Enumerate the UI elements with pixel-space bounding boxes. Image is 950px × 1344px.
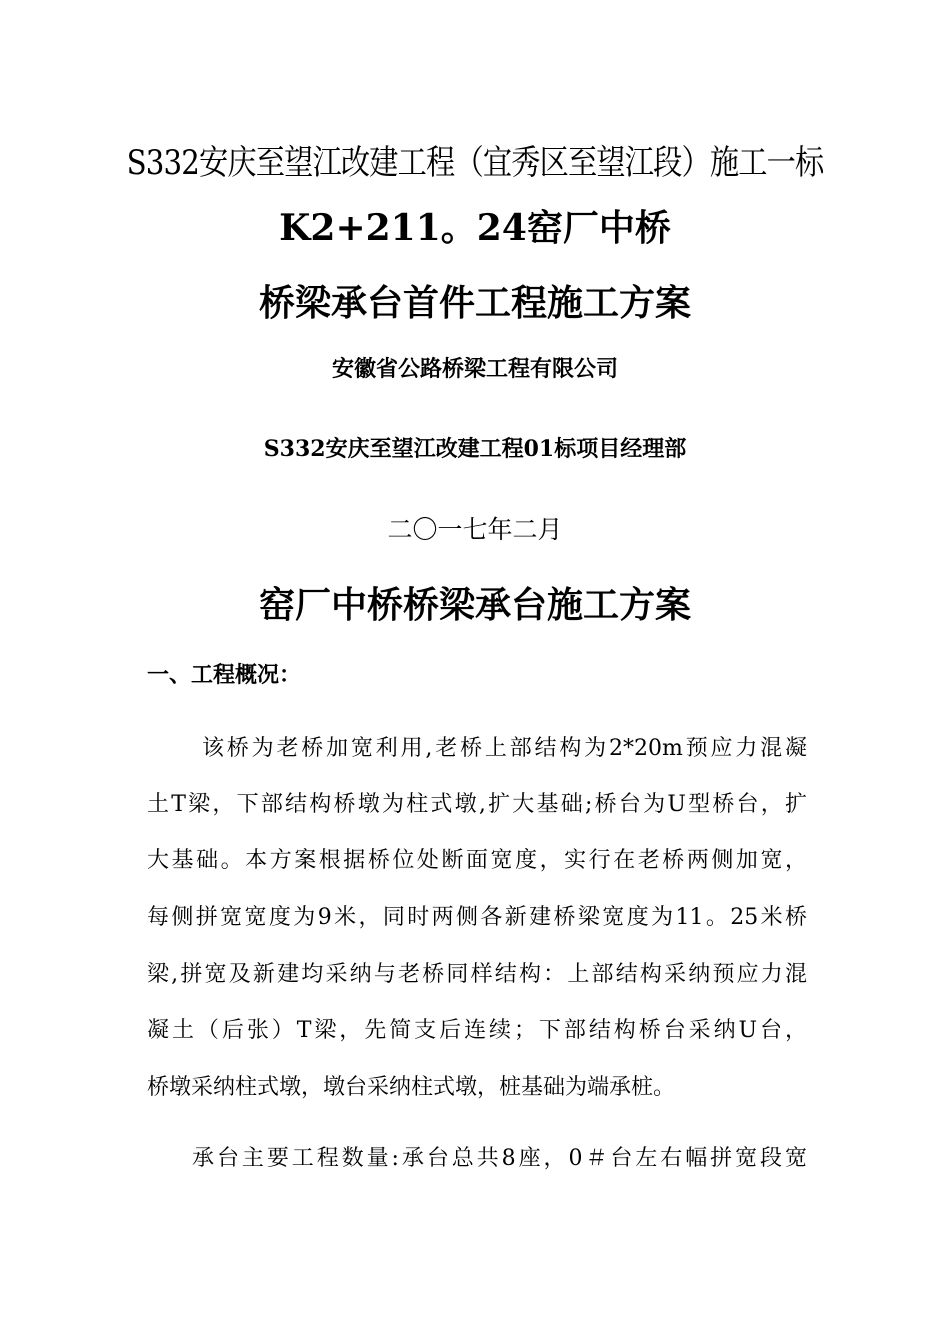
paragraph-line: 大基础。本方案根据桥位处断面宽度，实行在老桥两侧加宽， — [147, 848, 807, 873]
paragraph-line: 桥墩采纳柱式墩，墩台采纳柱式墩，桩基础为端承桩。 — [147, 1075, 676, 1100]
paragraph-line: 该桥为老桥加宽利用,老桥上部结构为2*20m预应力混凝 — [202, 736, 807, 761]
paragraph-line: 梁,拼宽及新建均采纳与老桥同样结构：上部结构采纳预应力混 — [147, 962, 807, 987]
paragraph-line: 凝土（后张）T梁，先简支后连续；下部结构桥台采纳U台， — [147, 1018, 807, 1043]
section-heading: 一、工程概况： — [147, 662, 302, 688]
paragraph-line: 每侧拼宽宽度为9米，同时两侧各新建桥梁宽度为11。25米桥 — [147, 905, 807, 930]
section-title: 窑厂中桥桥梁承台施工方案 — [258, 584, 691, 626]
company-name: 安徽省公路桥梁工程有限公司 — [331, 356, 618, 382]
paragraph-line: 承台主要工程数量:承台总共8座，0＃台左右幅拼宽段宽 — [192, 1146, 807, 1171]
project-title: S332安庆至望江改建工程（宜秀区至望江段）施工一标 — [126, 143, 824, 183]
paragraph-line: 土T梁，下部结构桥墩为柱式墩,扩大基础;桥台为U型桥台，扩 — [147, 792, 807, 817]
department-name: S332安庆至望江改建工程01标项目经理部 — [263, 436, 687, 462]
document-date: 二〇一七年二月 — [387, 515, 563, 544]
plan-title: 桥梁承台首件工程施工方案 — [258, 282, 691, 324]
bridge-title: K2+211。24窑厂中桥 — [279, 207, 671, 249]
